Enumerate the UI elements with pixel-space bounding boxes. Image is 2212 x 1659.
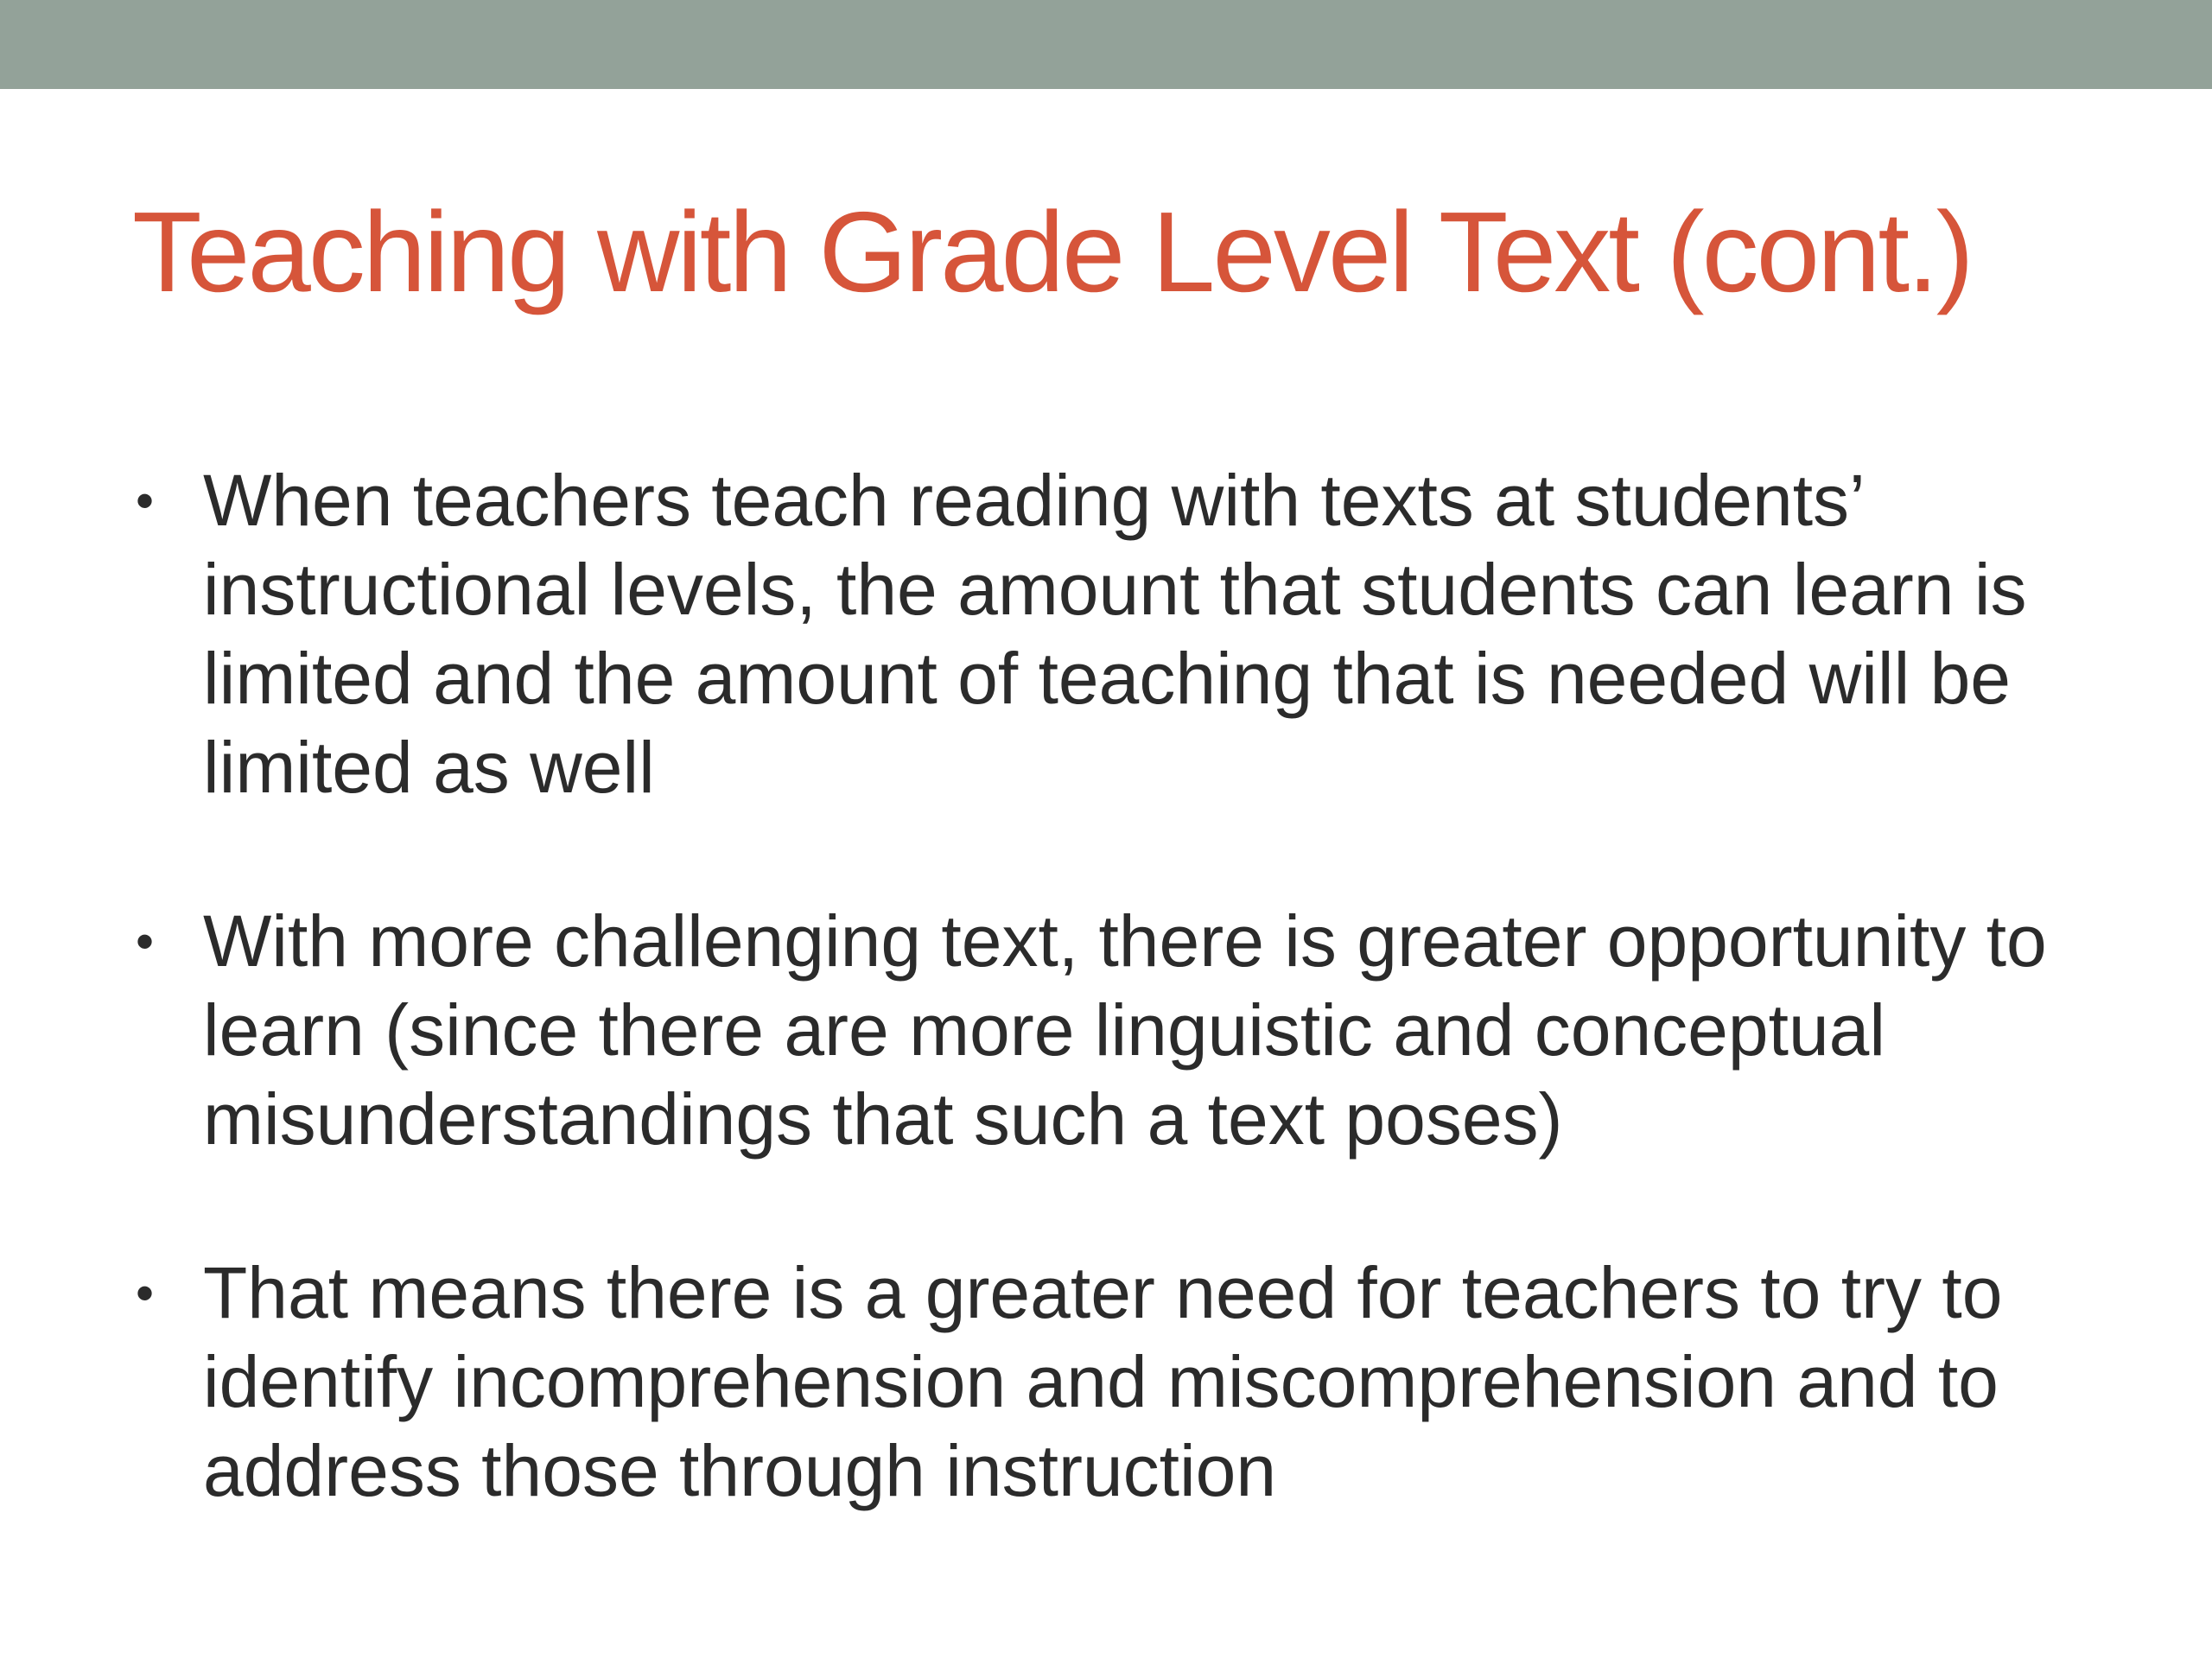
slide-header-band [0, 0, 2212, 89]
bullet-text: With more challenging text, there is greater opportunity to learn (since there are more linguistic and conceptual misunderstandings that such a text poses) [203, 900, 2047, 1160]
bullet-text: That means there is a greater need for teachers to try to identify incomprehension and miscomprehension and to address those through instruction [203, 1252, 2003, 1511]
bullet-item [132, 456, 2111, 812]
bullet-dot-icon: • [136, 472, 155, 530]
bullet-text: When teachers teach reading with texts at students’ instructional levels, the amount that students can learn is limited and the amount of teaching that is needed will be limited as well [203, 460, 2027, 808]
bullet-dot-icon: • [136, 1264, 155, 1322]
slide-title: Teaching with Grade Level Text (cont.) [132, 188, 1972, 315]
bullet-dot-icon: • [136, 912, 155, 970]
bullet-list [132, 456, 2111, 1516]
bullet-item [132, 897, 2111, 1164]
bullet-item [132, 1249, 2111, 1516]
